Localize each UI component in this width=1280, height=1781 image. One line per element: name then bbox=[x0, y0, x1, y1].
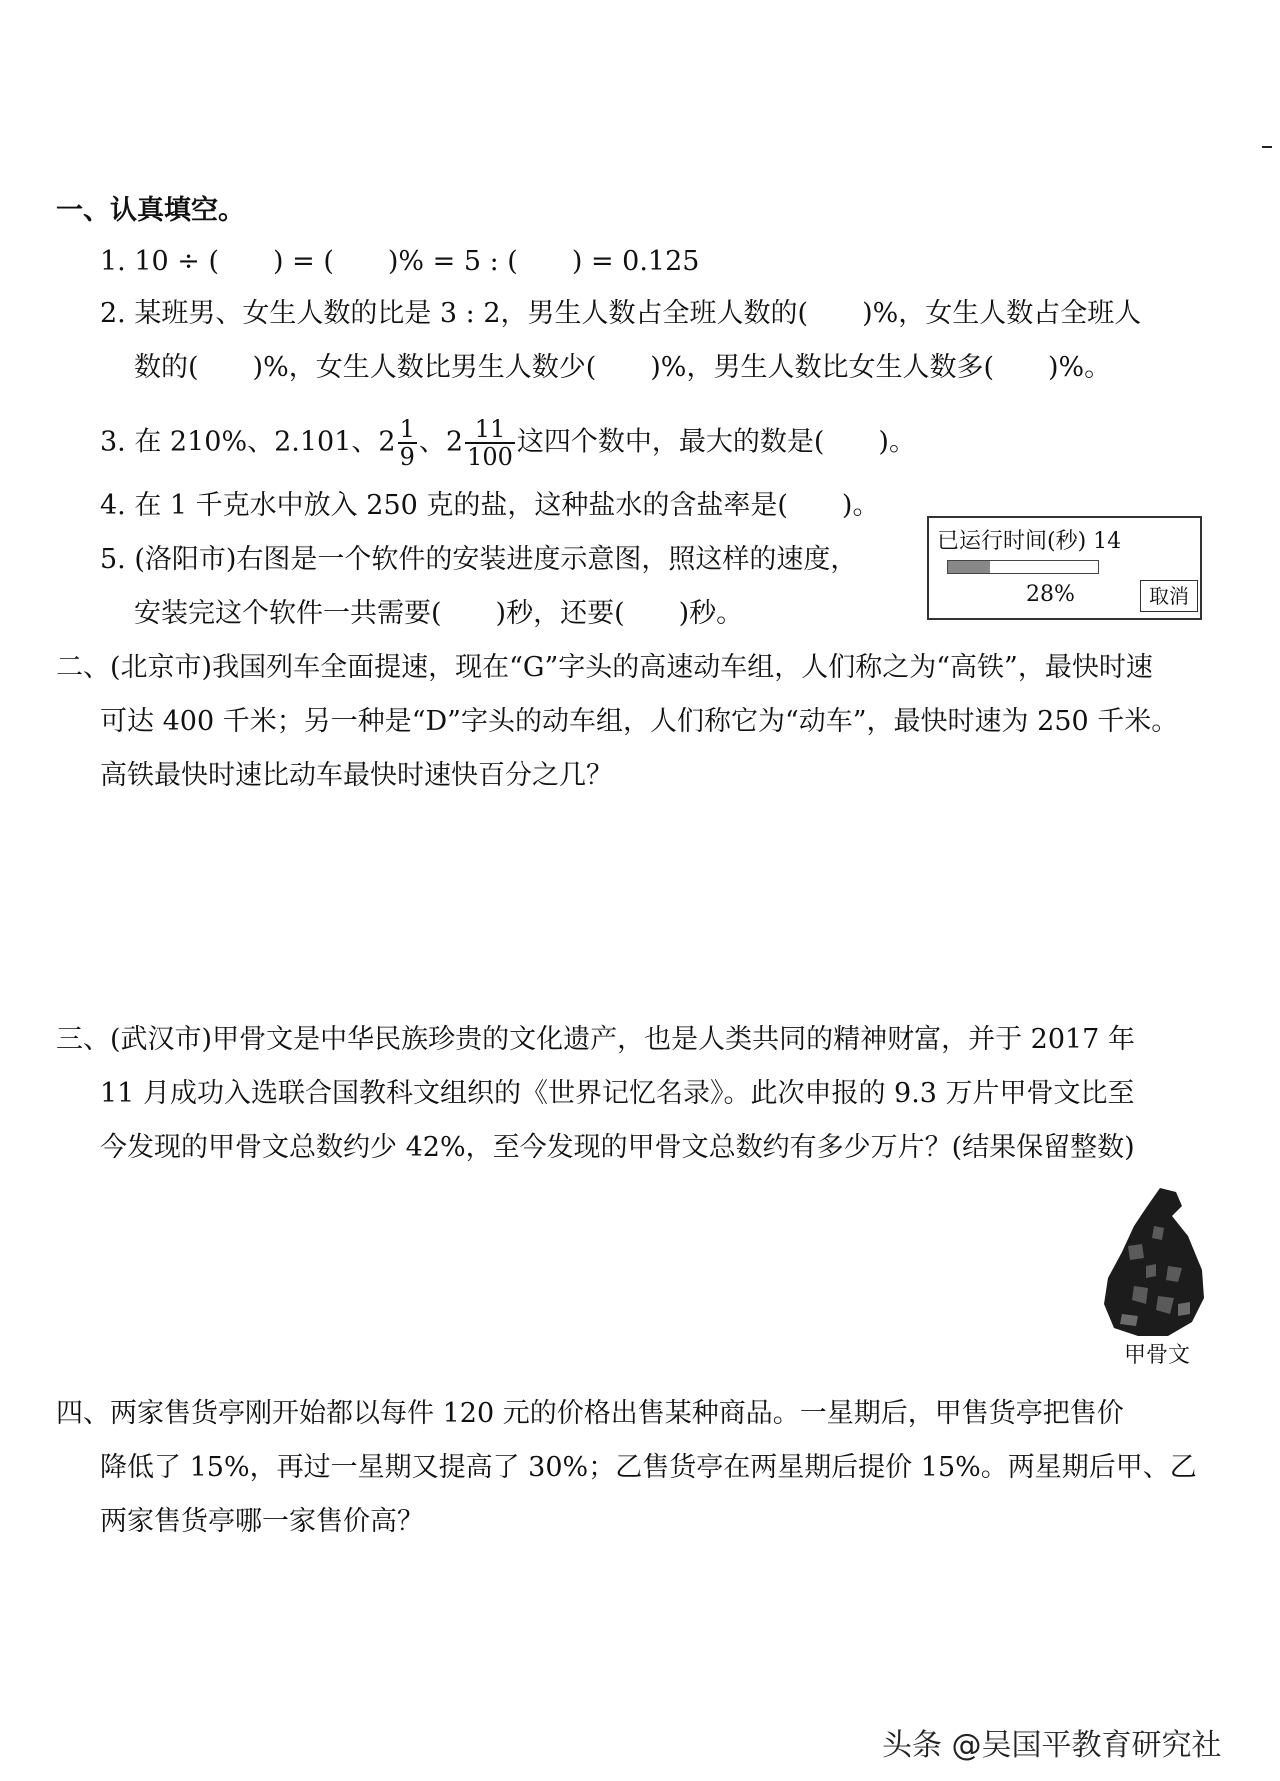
question-2-line2: 数的( )%，女生人数比男生人数少( )%，男生人数比女生人数多( )%。 bbox=[134, 352, 1112, 383]
oracle-bone-image bbox=[1098, 1186, 1206, 1338]
question-2-line1: 2. 某班男、女生人数的比是 3 : 2，男生人数占全班人数的( )%，女生人数占全班人 bbox=[100, 298, 1142, 329]
question-4: 4. 在 1 千克水中放入 250 克的盐，这种盐水的含盐率是( )。 bbox=[100, 490, 880, 521]
section3-line1: 三、(武汉市)甲骨文是中华民族珍贵的文化遗产，也是人类共同的精神财富，并于 2017 年 bbox=[56, 1024, 1135, 1055]
question-3-suffix: 这四个数中，最大的数是( )。 bbox=[516, 426, 916, 458]
question-5-line2: 安装完这个软件一共需要( )秒，还要( )秒。 bbox=[134, 598, 744, 629]
fraction-numerator: 11 bbox=[465, 416, 515, 444]
question-3-separator: 、2 bbox=[418, 426, 464, 458]
fraction-numerator: 1 bbox=[399, 415, 415, 443]
section4-line2: 降低了 15%，再过一星期又提高了 30%；乙售货亭在两星期后提价 15%。两星期后甲、乙 bbox=[100, 1452, 1197, 1483]
oracle-bone-caption: 甲骨文 bbox=[1124, 1343, 1191, 1368]
fraction-eleven-hundredths bbox=[465, 416, 515, 470]
section2-line2: 可达 400 千米；另一种是“D”字头的动车组，人们称它为“动车”，最快时速为 250 千米。 bbox=[100, 706, 1179, 737]
section3-line2: 11 月成功入选联合国教科文组织的《世界记忆名录》。此次申报的 9.3 万片甲骨文比至 bbox=[100, 1078, 1135, 1109]
source-watermark: 头条 @吴国平教育研究社 bbox=[882, 1728, 1222, 1763]
section2-line1: 二、(北京市)我国列车全面提速，现在“G”字头的高速动车组，人们称之为“高铁”，最快时速 bbox=[56, 652, 1153, 683]
progress-percent: 28% bbox=[1026, 582, 1075, 607]
cancel-button[interactable]: 取消 bbox=[1140, 580, 1198, 612]
question-3-prefix: 3. 在 210%、2.101、2 bbox=[100, 426, 396, 458]
section4-line3: 两家售货亭哪一家售价高？ bbox=[100, 1506, 424, 1537]
question-3 bbox=[100, 416, 916, 470]
section3-line3: 今发现的甲骨文总数约少 42%，至今发现的甲骨文总数约有多少万片？(结果保留整数) bbox=[100, 1132, 1135, 1163]
section1-heading: 一、认真填空。 bbox=[56, 195, 245, 226]
progress-bar-fill bbox=[948, 561, 990, 573]
installer-dialog bbox=[927, 516, 1202, 620]
section4-line1: 四、两家售货亭刚开始都以每件 120 元的价格出售某种商品。一星期后，甲售货亭把售价 bbox=[56, 1398, 1124, 1429]
fraction-denominator: 9 bbox=[399, 443, 415, 471]
section2-line3: 高铁最快时速比动车最快时速快百分之几？ bbox=[100, 760, 613, 791]
question-1: 1. 10 ÷ ( ) = ( )% = 5 : ( ) = 0.125 bbox=[100, 246, 700, 277]
elapsed-time-label: 已运行时间(秒) 14 bbox=[937, 529, 1122, 554]
fraction-one-ninth bbox=[398, 416, 417, 470]
progress-bar bbox=[947, 560, 1099, 574]
fraction-denominator: 100 bbox=[467, 443, 513, 471]
corner-mark bbox=[1262, 146, 1272, 148]
question-5-line1: 5. (洛阳市)右图是一个软件的安装进度示意图，照这样的速度， bbox=[100, 544, 858, 575]
